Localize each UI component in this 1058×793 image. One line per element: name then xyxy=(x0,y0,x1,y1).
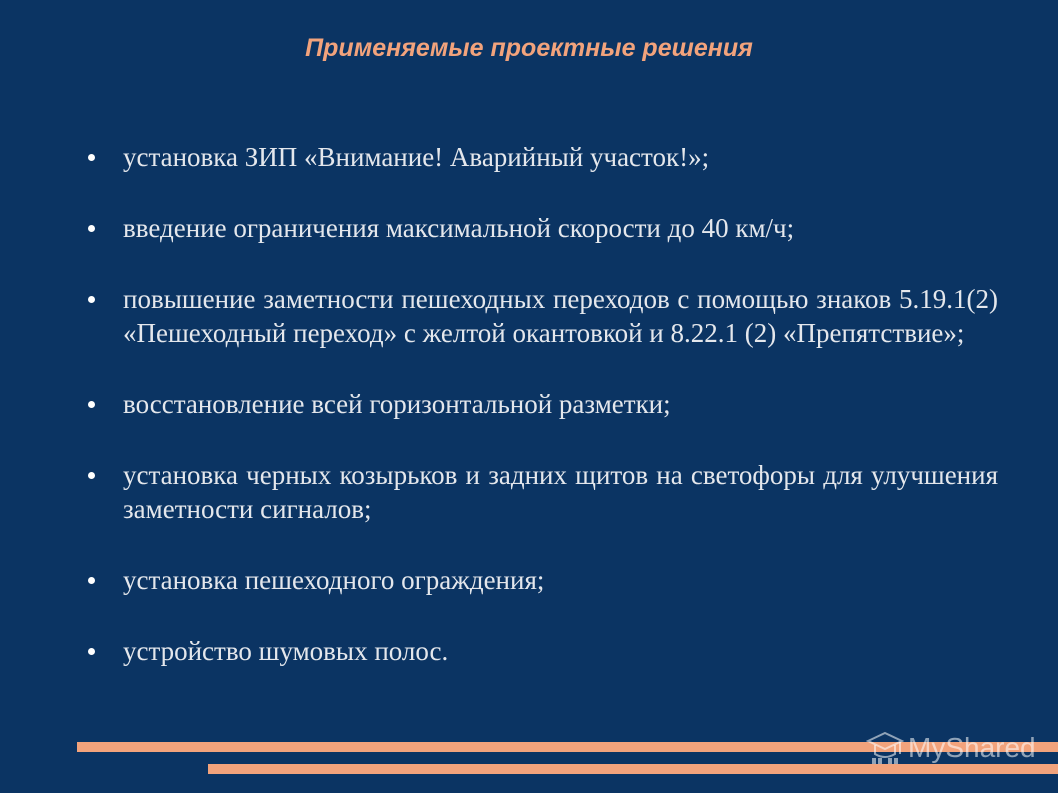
bullet-dot-icon xyxy=(88,401,95,408)
mortarboard-icon xyxy=(866,730,904,766)
watermark xyxy=(866,728,1036,768)
list-item xyxy=(82,387,998,421)
list-item-text: установка черных козырьков и задних щитов на светофоры для улучшения заметности сигналов; xyxy=(123,460,998,524)
list-item-text: установка ЗИП «Внимание! Аварийный участок!»; xyxy=(123,142,710,172)
bullet-dot-icon xyxy=(88,225,95,232)
list-item-text: повышение заметности пешеходных переходов с помощью знаков 5.19.1(2) «Пешеходный переход» с желтой окантовкой и 8.22.1 (2) «Препятствие»; xyxy=(123,284,998,348)
bullet-dot-icon xyxy=(88,154,95,161)
list-item-text: устройство шумовых полос. xyxy=(123,636,449,666)
list-item-text: восстановление всей горизонтальной разметки; xyxy=(123,389,671,419)
slide-title: Применяемые проектные решения xyxy=(305,34,753,62)
bullet-dot-icon xyxy=(88,648,95,655)
list-item xyxy=(82,458,998,526)
list-item-text: установка пешеходного ограждения; xyxy=(123,565,545,595)
list-item xyxy=(82,634,998,668)
bullet-dot-icon xyxy=(88,577,95,584)
list-item xyxy=(82,140,998,174)
list-item xyxy=(82,563,998,597)
list-item-text: введение ограничения максимальной скорости до 40 км/ч; xyxy=(123,213,795,243)
bullet-dot-icon xyxy=(88,472,95,479)
bullet-dot-icon xyxy=(88,296,95,303)
bullet-list xyxy=(82,140,998,668)
list-item xyxy=(82,282,998,350)
list-item xyxy=(82,211,998,245)
watermark-text: MyShared xyxy=(908,732,1036,763)
